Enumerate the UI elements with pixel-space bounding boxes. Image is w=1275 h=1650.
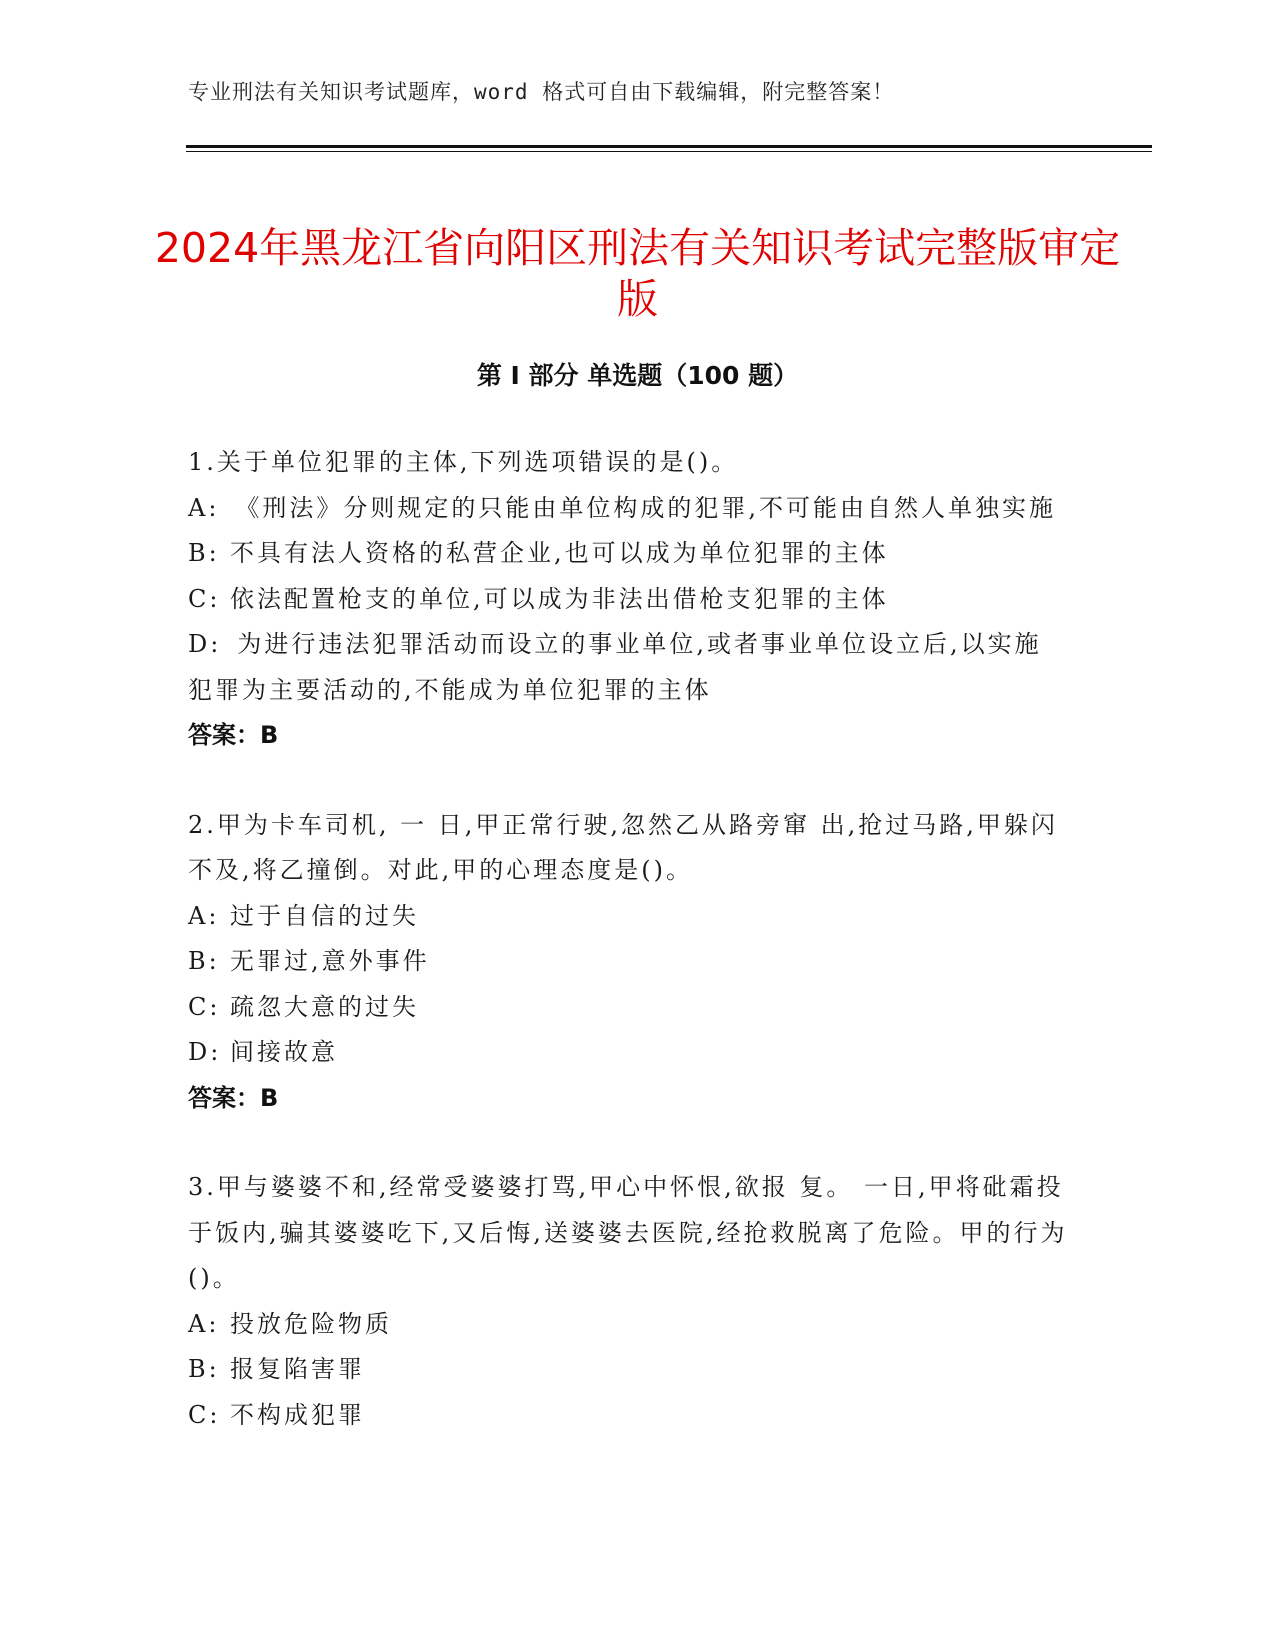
section-heading: 第 I 部分 单选题（100 题） — [476, 361, 799, 390]
document-title: 2024年黑龙江省向阳区刑法有关知识考试完整版审定版 — [154, 224, 1121, 324]
option-c — [188, 985, 1068, 1031]
option-letter: C: — [188, 992, 221, 1021]
question-stem: 2.甲为卡车司机, 一 日,甲正常行驶,忽然乙从路旁窜 出,抢过马路,甲躲闪不及,将乙撞倒。对此,甲的心理态度是()。 — [188, 810, 1058, 884]
question-2 — [188, 803, 1068, 1122]
option-text: 依法配置枪支的单位,可以成为非法出借枪支犯罪的主体 — [230, 584, 889, 613]
answer-label: 答案： — [188, 721, 260, 749]
option-letter: A: — [188, 1309, 220, 1338]
option-letter: B: — [188, 1355, 220, 1383]
option-letter: B: — [188, 947, 220, 975]
option-b — [188, 531, 1068, 577]
option-d — [188, 1030, 1068, 1076]
header-rule-thick — [186, 145, 1152, 148]
question-stem: 3.甲与婆婆不和,经常受婆婆打骂,甲心中怀恨,欲报 复。 一日,甲将砒霜投于饭内,骗其婆婆吃下,又后悔,送婆婆去医院,经抢救脱离了危险。甲的行为()。 — [188, 1173, 1068, 1292]
option-letter: A: — [188, 493, 220, 522]
option-text: 投放危险物质 — [230, 1309, 392, 1338]
option-text: 间接故意 — [230, 1038, 338, 1066]
header-note: 专业刑法有关知识考试题库，word 格式可自由下载编辑，附完整答案！ — [188, 80, 895, 104]
option-a — [188, 486, 1068, 532]
option-a — [188, 1302, 1068, 1348]
option-text: 为进行违法犯罪活动而设立的事业单位,或者事业单位设立后,以实施犯罪为主要活动的,不能成为单位犯罪的主体 — [188, 630, 1042, 704]
option-text: 报复陷害罪 — [230, 1355, 365, 1383]
option-text: 《刑法》分则规定的只能由单位构成的犯罪,不可能由自然人单独实施 — [235, 493, 1057, 522]
option-c — [188, 577, 1068, 623]
question-list — [188, 440, 1068, 1482]
option-letter: B: — [188, 539, 220, 567]
answer-line — [188, 713, 1068, 759]
answer-line — [188, 1076, 1068, 1122]
question-3 — [188, 1165, 1068, 1438]
option-c — [188, 1393, 1068, 1439]
option-a — [188, 894, 1068, 940]
option-text: 疏忽大意的过失 — [230, 992, 419, 1021]
option-letter: C: — [188, 1400, 221, 1429]
option-b — [188, 939, 1068, 985]
option-letter: D: — [188, 1038, 222, 1066]
answer-label: 答案： — [188, 1083, 260, 1112]
answer-value: B — [260, 1083, 279, 1112]
option-letter: A: — [188, 901, 220, 930]
question-1 — [188, 440, 1068, 759]
answer-value: B — [260, 721, 279, 749]
option-text: 过于自信的过失 — [230, 901, 419, 930]
option-letter: C: — [188, 584, 221, 613]
header-rule-thin — [186, 151, 1152, 152]
option-text: 不具有法人资格的私营企业,也可以成为单位犯罪的主体 — [230, 539, 889, 567]
option-letter: D: — [188, 630, 222, 658]
option-b — [188, 1347, 1068, 1393]
option-text: 不构成犯罪 — [230, 1400, 365, 1429]
option-d — [188, 622, 1068, 713]
question-stem: 1.关于单位犯罪的主体,下列选项错误的是()。 — [188, 448, 739, 476]
option-text: 无罪过,意外事件 — [230, 947, 430, 975]
